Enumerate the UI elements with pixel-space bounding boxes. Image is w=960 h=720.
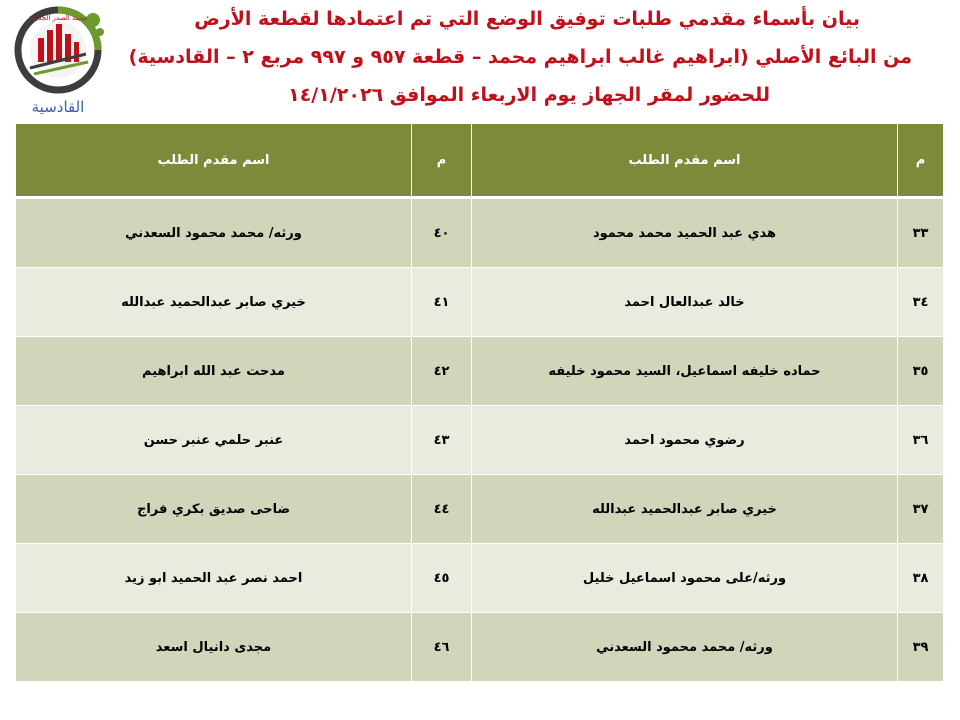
table-row	[16, 544, 944, 613]
logo-caption: القادسية	[31, 98, 85, 116]
row-name: احمد نصر عبد الحميد ابو زيد	[16, 544, 412, 613]
row-name: خيري صابر عبدالحميد عبدالله	[472, 475, 898, 544]
city-logo	[8, 2, 108, 120]
page-header	[0, 0, 960, 120]
table-row	[16, 406, 944, 475]
row-num: ٣٤	[898, 268, 944, 337]
title-line-3: للحضور لمقر الجهاز يوم الاربعاء الموافق ١٤/١/٢٠٢٦	[288, 84, 770, 106]
table-row	[16, 268, 944, 337]
row-num: ٣٩	[898, 613, 944, 682]
row-num: ٤٣	[412, 406, 472, 475]
row-num: ٣٥	[898, 337, 944, 406]
row-name: عنبر حلمي عنبر حسن	[16, 406, 412, 475]
city-logo-icon	[8, 2, 108, 98]
row-num: ٤١	[412, 268, 472, 337]
row-name: رضوي محمود احمد	[472, 406, 898, 475]
table-row	[16, 613, 944, 682]
title-line-1: بيان بأسماء مقدمي طلبات توفيق الوضع التي تم اعتمادها لقطعة الأرض	[194, 8, 860, 30]
row-num: ٣٦	[898, 406, 944, 475]
row-num: ٤٢	[412, 337, 472, 406]
title-line-2: من البائع الأصلي (ابراهيم غالب ابراهيم محمد – قطعة ٩٥٧ و ٩٩٧ مربع ٢ – القادسية)	[128, 46, 912, 68]
header-name-1: اسم مقدم الطلب	[472, 124, 898, 198]
table-row	[16, 337, 944, 406]
row-num: ٣٨	[898, 544, 944, 613]
row-num: ٣٣	[898, 198, 944, 268]
applicants-table	[15, 123, 944, 682]
header-num-1: م	[898, 124, 944, 198]
svg-text:مدينة الصدر الجديدة: مدينة الصدر الجديدة	[28, 14, 88, 22]
row-name: ورثه/ محمد محمود السعدني	[472, 613, 898, 682]
header-num-2: م	[412, 124, 472, 198]
row-name: ورثه/ محمد محمود السعدني	[16, 198, 412, 268]
row-name: ورثه/على محمود اسماعيل خليل	[472, 544, 898, 613]
row-num: ٤٦	[412, 613, 472, 682]
row-num: ٤٥	[412, 544, 472, 613]
row-name: ضاحى صديق بكري فراج	[16, 475, 412, 544]
table-header-row	[16, 124, 944, 198]
row-num: ٣٧	[898, 475, 944, 544]
row-name: هدي عبد الحميد محمد محمود	[472, 198, 898, 268]
row-num: ٤٤	[412, 475, 472, 544]
row-name: مدحت عبد الله ابراهيم	[16, 337, 412, 406]
row-num: ٤٠	[412, 198, 472, 268]
table-row	[16, 475, 944, 544]
row-name: حماده خليفه اسماعيل، السيد محمود خليفه	[472, 337, 898, 406]
row-name: خالد عبدالعال احمد	[472, 268, 898, 337]
row-name: خيري صابر عبدالحميد عبدالله	[16, 268, 412, 337]
header-name-2: اسم مقدم الطلب	[16, 124, 412, 198]
row-name: مجدى دانيال اسعد	[16, 613, 412, 682]
table-row	[16, 198, 944, 268]
